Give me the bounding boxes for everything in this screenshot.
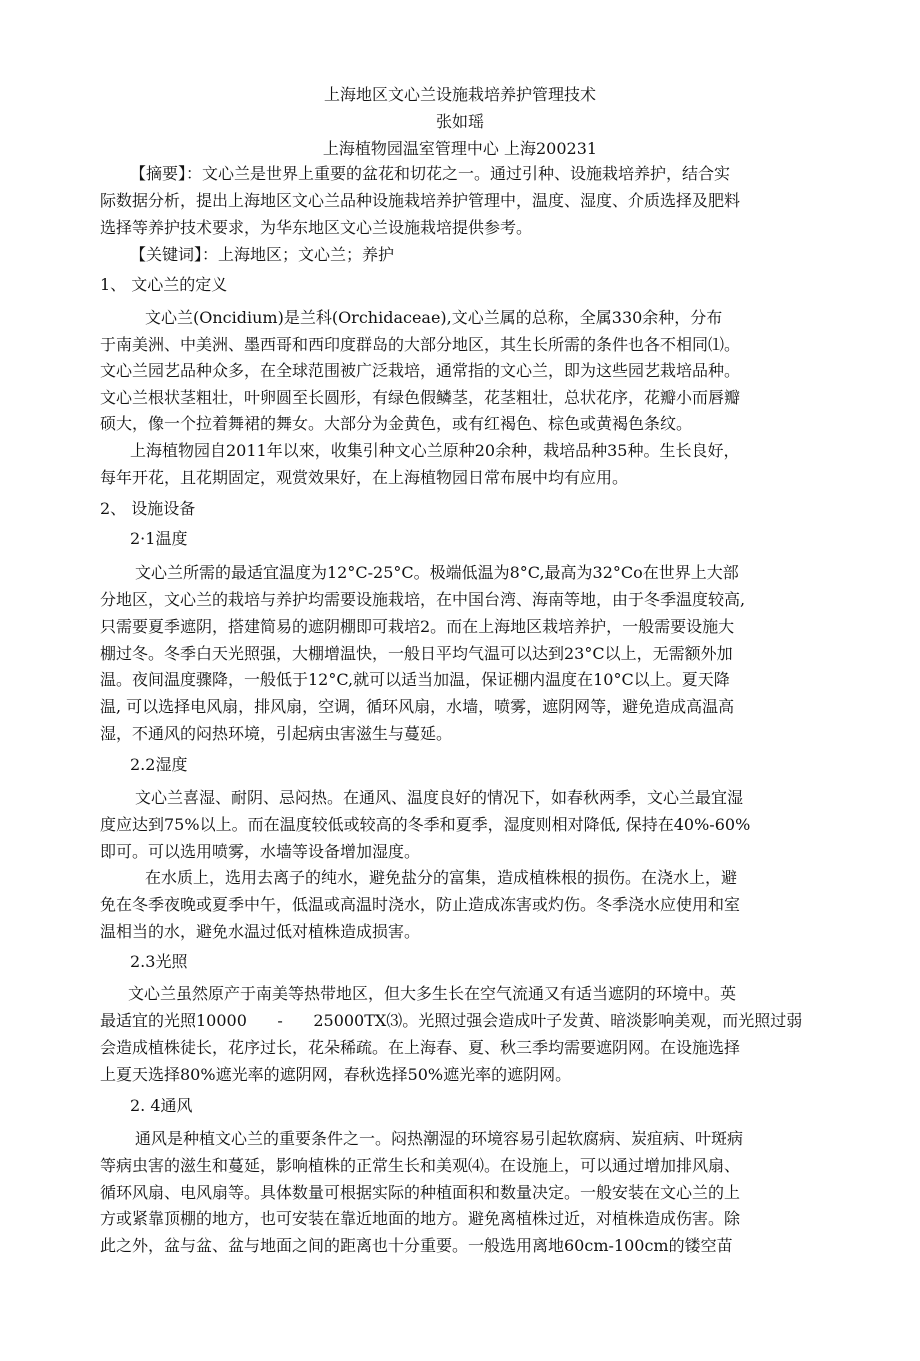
section-heading: 2、 设施设备 [100, 499, 196, 518]
paragraph-line: 文心兰喜湿、耐阴、忌闷热。在通风、温度良好的情况下，如春秋两季，文心兰最宜湿 [135, 788, 744, 807]
paragraph-line: 度应达到75%以上。而在温度较低或较高的冬季和夏季，湿度则相对降低, 保持在40%-60% [100, 815, 751, 834]
paragraph-line: 最适宜的光照10000 - 25000TX⑶。光照过强会造成叶子发黄、暗淡影响美观，而光照过弱 [100, 1011, 803, 1030]
paragraph-line: 温。夜间温度骤降，一般低于12°C,就可以适当加温，保证棚内温度在10°C以上。夏天降 [100, 670, 730, 689]
paragraph-line: 循环风扇、电风扇等。具体数量可根据实际的种植面积和数量决定。一般安装在文心兰的上 [100, 1183, 741, 1202]
paragraph-line: 文心兰所需的最适宜温度为12°C-25°C。极端低温为8°C,最高为32°Co在世界上大部 [135, 563, 739, 582]
paragraph-line: 文心兰(Oncidium)是兰科(Orchidaceae),文心兰属的总称，全属330余种，分布 [145, 308, 723, 327]
document-title: 上海地区文心兰设施栽培养护管理技术 [323, 85, 596, 104]
subsection-heading: 2.2湿度 [130, 755, 188, 774]
subsection-heading: 2·1温度 [130, 529, 188, 548]
paragraph-line: 湿，不通风的闷热环境，引起病虫害滋生与蔓延。 [100, 724, 453, 743]
abstract-line: 【摘要】：文心兰是世界上重要的盆花和切花之一。通过引种、设施栽培养护，结合实 [130, 164, 731, 183]
paragraph-line: 此之外，盆与盆、盆与地面之间的距离也十分重要。一般选用离地60cm-100cm的镂空苗 [100, 1236, 733, 1255]
paragraph-line: 棚过冬。冬季白天光照强，大棚增温快，一般日平均气温可以达到23°C以上，无需额外加 [100, 644, 733, 663]
paragraph-line: 文心兰园艺品种众多，在全球范围被广泛栽培，通常指的文心兰，即为这些园艺栽培品种。 [100, 361, 741, 380]
paragraph-line: 文心兰根状茎粗壮，叶卵圆至长圆形，有绿色假鳞茎，花茎粗壮，总状花序，花瓣小而唇瓣 [100, 388, 741, 407]
paragraph-line: 方或紧靠顶棚的地方，也可安装在靠近地面的地方。避免离植株过近，对植株造成伤害。除 [100, 1209, 741, 1228]
keywords-line: 【关键词】：上海地区；文心兰；养护 [130, 245, 395, 264]
paragraph-line: 上夏天选择80%遮光率的遮阴网，春秋选择50%遮光率的遮阴网。 [100, 1065, 572, 1084]
paragraph-line: 只需要夏季遮阴，搭建简易的遮阴棚即可栽培2。而在上海地区栽培养护，一般需要设施大 [100, 617, 735, 636]
abstract-line: 选择等养护技术要求，为华东地区文心兰设施栽培提供参考。 [100, 218, 533, 237]
paragraph-line: 分地区，文心兰的栽培与养护均需要设施栽培，在中国台湾、海南等地，由于冬季温度较高, [100, 590, 746, 609]
paragraph-line: 免在冬季夜晚或夏季中午，低温或高温时浇水，防止造成冻害或灼伤。冬季浇水应使用和室 [100, 895, 741, 914]
paragraph-line: 硕大，像一个拉着舞裙的舞女。大部分为金黄色，或有红褐色、棕色或黄褐色条纹。 [100, 414, 693, 433]
subsection-heading: 2. 4通风 [130, 1096, 193, 1115]
paragraph-line: 每年开花，且花期固定，观赏效果好，在上海植物园日常布展中均有应用。 [100, 468, 629, 487]
subsection-heading: 2.3光照 [130, 952, 188, 971]
paragraph-line: 上海植物园自2011年以來，收集引种文心兰原种20余种，栽培品种35种。生长良好， [130, 441, 740, 460]
paragraph-line: 即可。可以选用喷雾，水墙等设备增加湿度。 [100, 842, 421, 861]
section-heading: 1、 文心兰的定义 [100, 275, 228, 294]
author-affiliation: 上海植物园温室管理中心 上海200231 [322, 139, 598, 158]
paragraph-line: 会造成植株徒长，花序过长，花朵稀疏。在上海春、夏、秋三季均需要遮阴网。在设施选择 [100, 1038, 741, 1057]
paragraph-line: 通风是种植文心兰的重要条件之一。闷热潮湿的环境容易引起软腐病、炭疽病、叶斑病 [135, 1129, 744, 1148]
paragraph-line: 文心兰虽然原产于南美等热带地区，但大多生长在空气流通又有适当遮阴的环境中。英 [128, 984, 737, 1003]
abstract-line: 际数据分析，提出上海地区文心兰品种设施栽培养护管理中，温度、湿度、介质选择及肥料 [100, 191, 741, 210]
paragraph-line: 在水质上，选用去离子的纯水，避免盐分的富集，造成植株根的损伤。在浇水上，避 [145, 868, 738, 887]
paragraph-line: 温, 可以选择电风扇，排风扇，空调，循环风扇，水墙，喷雾，遮阴网等，避免造成高温高 [100, 697, 735, 716]
author-name: 张如瑶 [435, 112, 484, 131]
paragraph-line: 等病虫害的滋生和蔓延，影响植株的正常生长和美观⑷。在设施上，可以通过增加排风扇、 [100, 1156, 741, 1175]
paragraph-line: 于南美洲、中美洲、墨西哥和西印度群岛的大部分地区，其生长所需的条件也各不相同⑴。 [100, 335, 741, 354]
paragraph-line: 温相当的水，避免水温过低对植株造成损害。 [100, 922, 421, 941]
